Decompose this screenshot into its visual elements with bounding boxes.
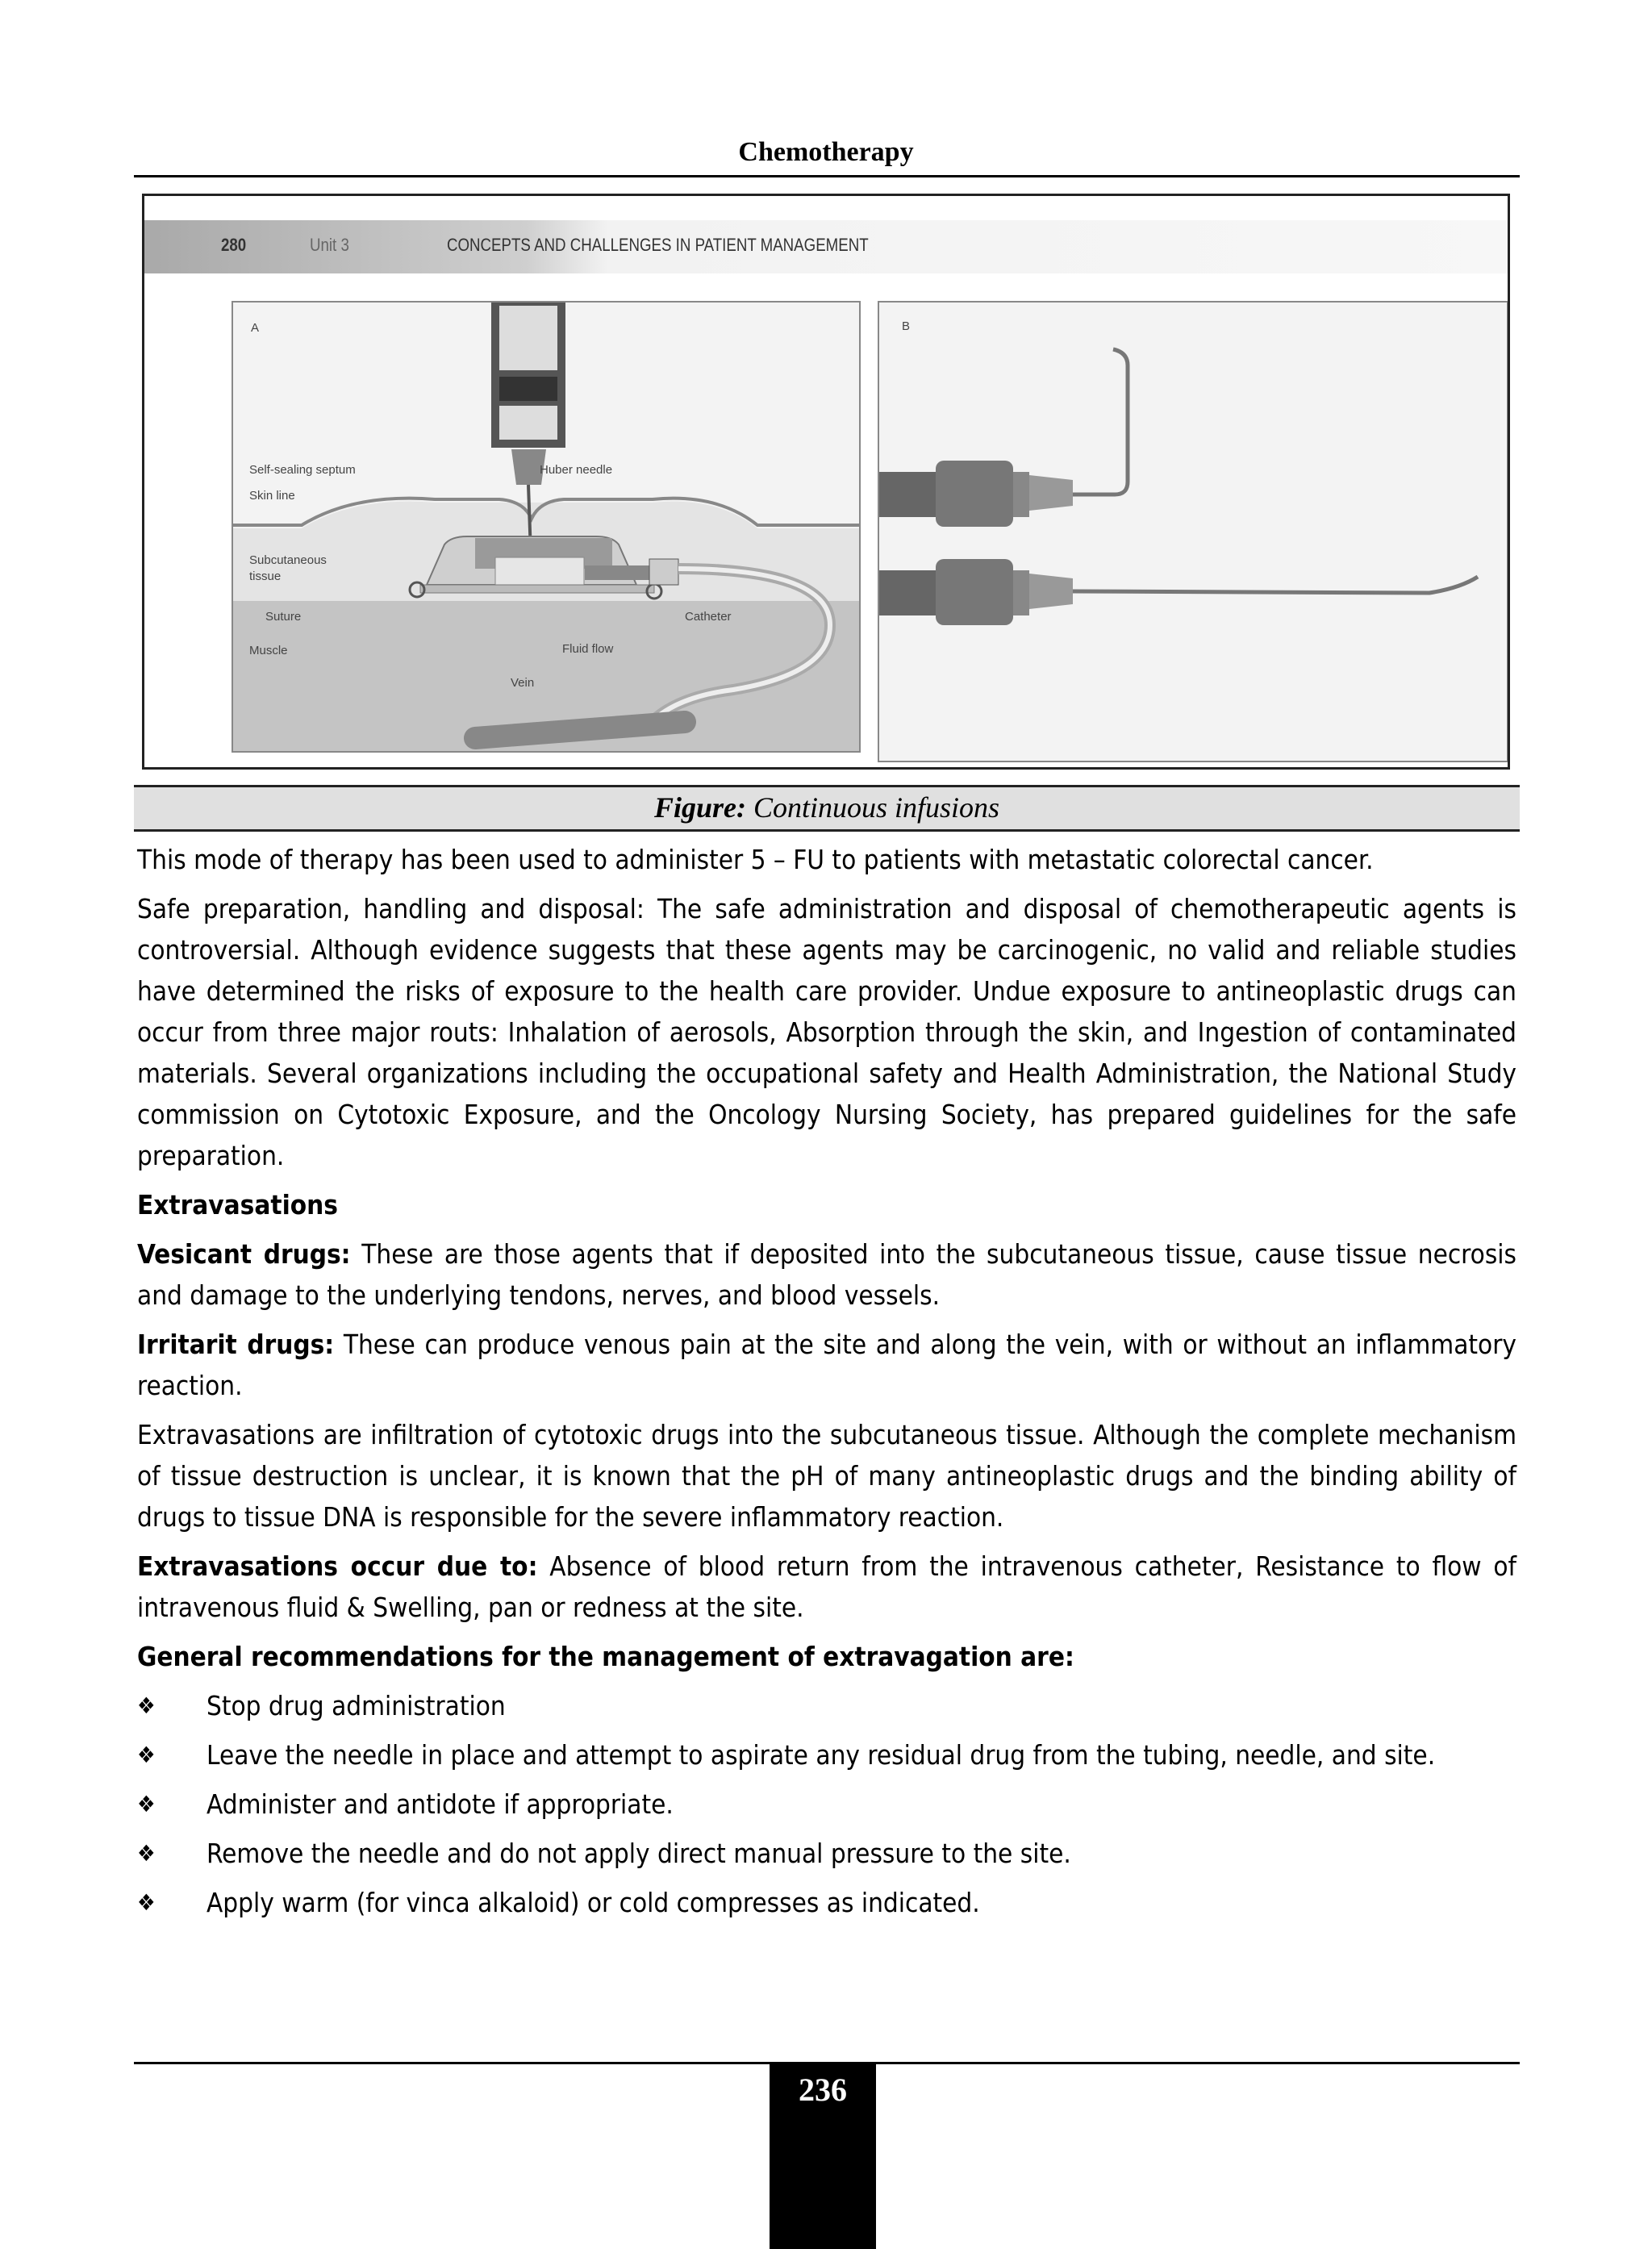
vesicant-lead: Vesicant drugs: [137,1238,351,1270]
causes-lead: Extravasations occur due to: [137,1550,538,1582]
recommendations-list [137,1685,1516,1923]
book-page-header-band [144,220,1508,273]
page-number: 236 [799,2072,847,2108]
heading-extravasations: Extravasations [137,1189,338,1220]
paragraph-extravasation-causes [137,1546,1516,1628]
diamond-bullet-icon: ❖ [137,1742,156,1768]
paragraph-intro: This mode of therapy has been used to administer 5 – FU to patients with metastatic colorectal cancer. [137,844,1374,875]
list-item: ❖ Remove the needle and do not apply direct manual pressure to the site. [137,1833,1516,1874]
implanted-port-diagram [233,303,861,753]
paragraph-vesicant [137,1233,1516,1316]
paragraph-irritant [137,1324,1516,1406]
unit-title: CONCEPTS AND CHALLENGES IN PATIENT MANAGEMENT [447,235,869,255]
unit-label: Unit 3 [310,235,349,255]
svg-text:Muscle: Muscle [249,644,288,657]
irritant-text: These can produce venous pain at the site and along the vein, with or without an inflammatory reaction. [137,1329,1516,1401]
svg-text:Self-sealing septum: Self-sealing septum [249,463,356,477]
paragraph-extravasation-definition: Extravasations are infiltration of cytotoxic drugs into the subcutaneous tissue. Although the complete mechanism of tissue destruction is unclear, it is known that the pH of many antineoplastic drugs and the binding ability of drugs to tissue DNA is responsible for the severe inflammatory reaction. [137,1419,1516,1533]
heading-recommendations: General recommendations for the management of extravagation are: [137,1641,1074,1672]
svg-text:Suture: Suture [265,610,302,624]
svg-text:Catheter: Catheter [685,610,732,624]
vesicant-text: These are those agents that if deposited into the subcutaneous tissue, cause tissue necrosis and damage to the underlying tendons, nerves, and blood vessels. [137,1238,1517,1311]
diamond-bullet-icon: ❖ [137,1791,156,1817]
list-item: ❖ Administer and antidote if appropriate. [137,1784,1516,1825]
figure-caption-text: Continuous infusions [745,791,1000,824]
book-page-number: 280 [221,235,247,255]
causes-text: Absence of blood return from the intravenous catheter, Resistance to flow of intravenous fluid & Swelling, pan or redness at the site. [137,1550,1516,1623]
svg-text:Skin line: Skin line [249,489,295,503]
diamond-bullet-icon: ❖ [137,1889,156,1916]
svg-text:B: B [902,319,911,333]
svg-text:Huber needle: Huber needle [540,463,613,477]
list-item: ❖ Stop drug administration [137,1685,1516,1726]
figure-caption-prefix: Figure: [653,791,746,824]
list-item: ❖ Leave the needle in place and attempt to aspirate any residual drug from the tubing, needle, and site. [137,1734,1516,1775]
figure-caption [134,785,1520,832]
diamond-bullet-icon: ❖ [137,1840,156,1867]
diamond-bullet-icon: ❖ [137,1692,156,1719]
figure-panel-b [878,301,1508,762]
svg-text:Vein: Vein [511,676,535,690]
running-header-title: Chemotherapy [738,137,914,167]
header-rule [134,175,1520,177]
svg-text:A: A [251,321,260,335]
paragraph-safe-preparation: Safe preparation, handling and disposal: The safe administration and disposal of chemotherapeutic agents is controversial. Although evidence suggests that these agents may be carcinogenic, no valid and reliable studies have determined the risks of exposure to the health care provider. Undue exposure to antineoplastic drugs can occur from three major routs: Inhalation of aerosols, Absorption through the skin, and Ingestion of contaminated materials. Several organizations including the occupational safety and Health Administration, the National Study commission on Cytotoxic Exposure, and the Oncology Nursing Society, has prepared guidelines for the safe preparation. [137,893,1516,1171]
huber-needles-diagram [879,303,1508,762]
svg-text:Fluid flow: Fluid flow [562,642,614,656]
figure-image [142,194,1510,770]
body-content [137,839,1516,1931]
irritant-lead: Irritarit drugs: [137,1329,335,1360]
svg-text:Subcutaneous: Subcutaneous [249,553,327,567]
list-item: ❖ Apply warm (for vinca alkaloid) or cold compresses as indicated. [137,1882,1516,1923]
svg-text:tissue: tissue [249,570,282,583]
figure-panel-a [232,301,861,753]
